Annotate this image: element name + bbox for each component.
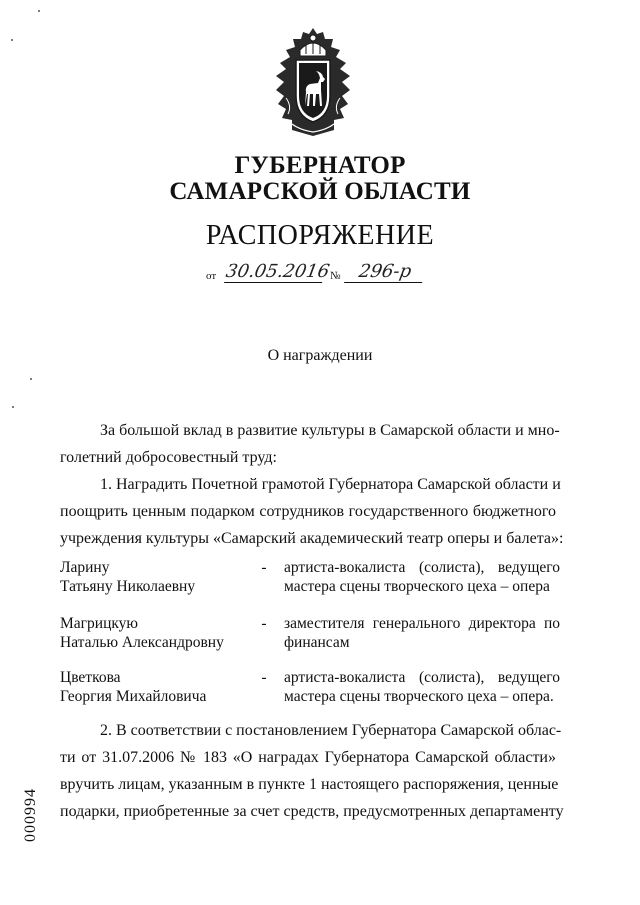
role-line: мастера сцены творческого цеха – опера bbox=[284, 578, 550, 595]
dash: - bbox=[261, 615, 267, 632]
point2-line: 2. В соответствии с постановлением Губернатора Самарской облас- bbox=[100, 722, 562, 739]
person-given-names: Наталью Александровну bbox=[60, 634, 224, 651]
point1-line: учреждения культуры «Самарский академический театр оперы и балета»: bbox=[60, 530, 564, 547]
person-name bbox=[60, 558, 260, 596]
role-line: мастера сцены творческого цеха – опера. bbox=[284, 688, 554, 705]
point2-line: ти от 31.07.2006 № 183 «О наградах Губернатора Самарской области» bbox=[60, 749, 556, 766]
person-name bbox=[60, 668, 260, 706]
person-name bbox=[60, 614, 260, 652]
handwritten-date: 30.05.2016 bbox=[224, 261, 332, 282]
intro-line: За большой вклад в развитие культуры в Самарской области и мно- bbox=[100, 422, 560, 439]
point2-paragraph bbox=[60, 717, 564, 825]
person-role bbox=[284, 558, 560, 596]
person-surname: Ларину bbox=[60, 559, 110, 576]
scan-speck bbox=[11, 39, 13, 41]
dash: - bbox=[261, 669, 267, 686]
person-surname: Магрицкую bbox=[60, 615, 138, 632]
point1-line: поощрить ценным подарком сотрудников государственного бюджетного bbox=[60, 503, 556, 520]
date-number-line bbox=[206, 262, 426, 286]
point1-paragraph bbox=[60, 471, 564, 552]
scan-speck bbox=[30, 378, 32, 380]
role-line: финансам bbox=[284, 634, 350, 651]
header-subtitle: САМАРСКОЙ ОБЛАСТИ bbox=[169, 178, 471, 205]
scan-speck bbox=[38, 10, 40, 12]
person-role bbox=[284, 614, 560, 652]
point2-line: подарки, приобретенные за счет средств, предусмотренных департаменту bbox=[60, 803, 564, 820]
subject-title: О награждении bbox=[267, 347, 373, 364]
handwritten-number: 296-р bbox=[344, 261, 426, 283]
header-title: ГУБЕРНАТОР bbox=[234, 152, 406, 179]
intro-paragraph bbox=[60, 417, 560, 471]
person-given-names: Татьяну Николаевну bbox=[60, 578, 196, 595]
scan-speck bbox=[12, 406, 14, 408]
person-surname: Цветкова bbox=[60, 669, 121, 686]
number-label: № bbox=[330, 270, 341, 282]
date-label: от bbox=[206, 270, 217, 282]
role-line: артиста-вокалиста (солиста), ведущего bbox=[284, 559, 560, 576]
point1-line: 1. Наградить Почетной грамотой Губернатора Самарской области и bbox=[100, 476, 561, 493]
document-type: РАСПОРЯЖЕНИЕ bbox=[205, 220, 435, 251]
point2-line: вручить лицам, указанным в пункте 1 настоящего распоряжения, ценные bbox=[60, 776, 559, 793]
person-given-names: Георгия Михайловича bbox=[60, 688, 207, 705]
coat-of-arms-icon bbox=[270, 26, 356, 138]
role-line: артиста-вокалиста (солиста), ведущего bbox=[284, 669, 560, 686]
margin-serial-number: 000994 bbox=[22, 788, 39, 842]
dash: - bbox=[261, 559, 267, 576]
role-line: заместителя генерального директора по bbox=[284, 615, 560, 632]
person-role bbox=[284, 668, 560, 706]
intro-line: голетний добросовестный труд: bbox=[60, 449, 277, 466]
